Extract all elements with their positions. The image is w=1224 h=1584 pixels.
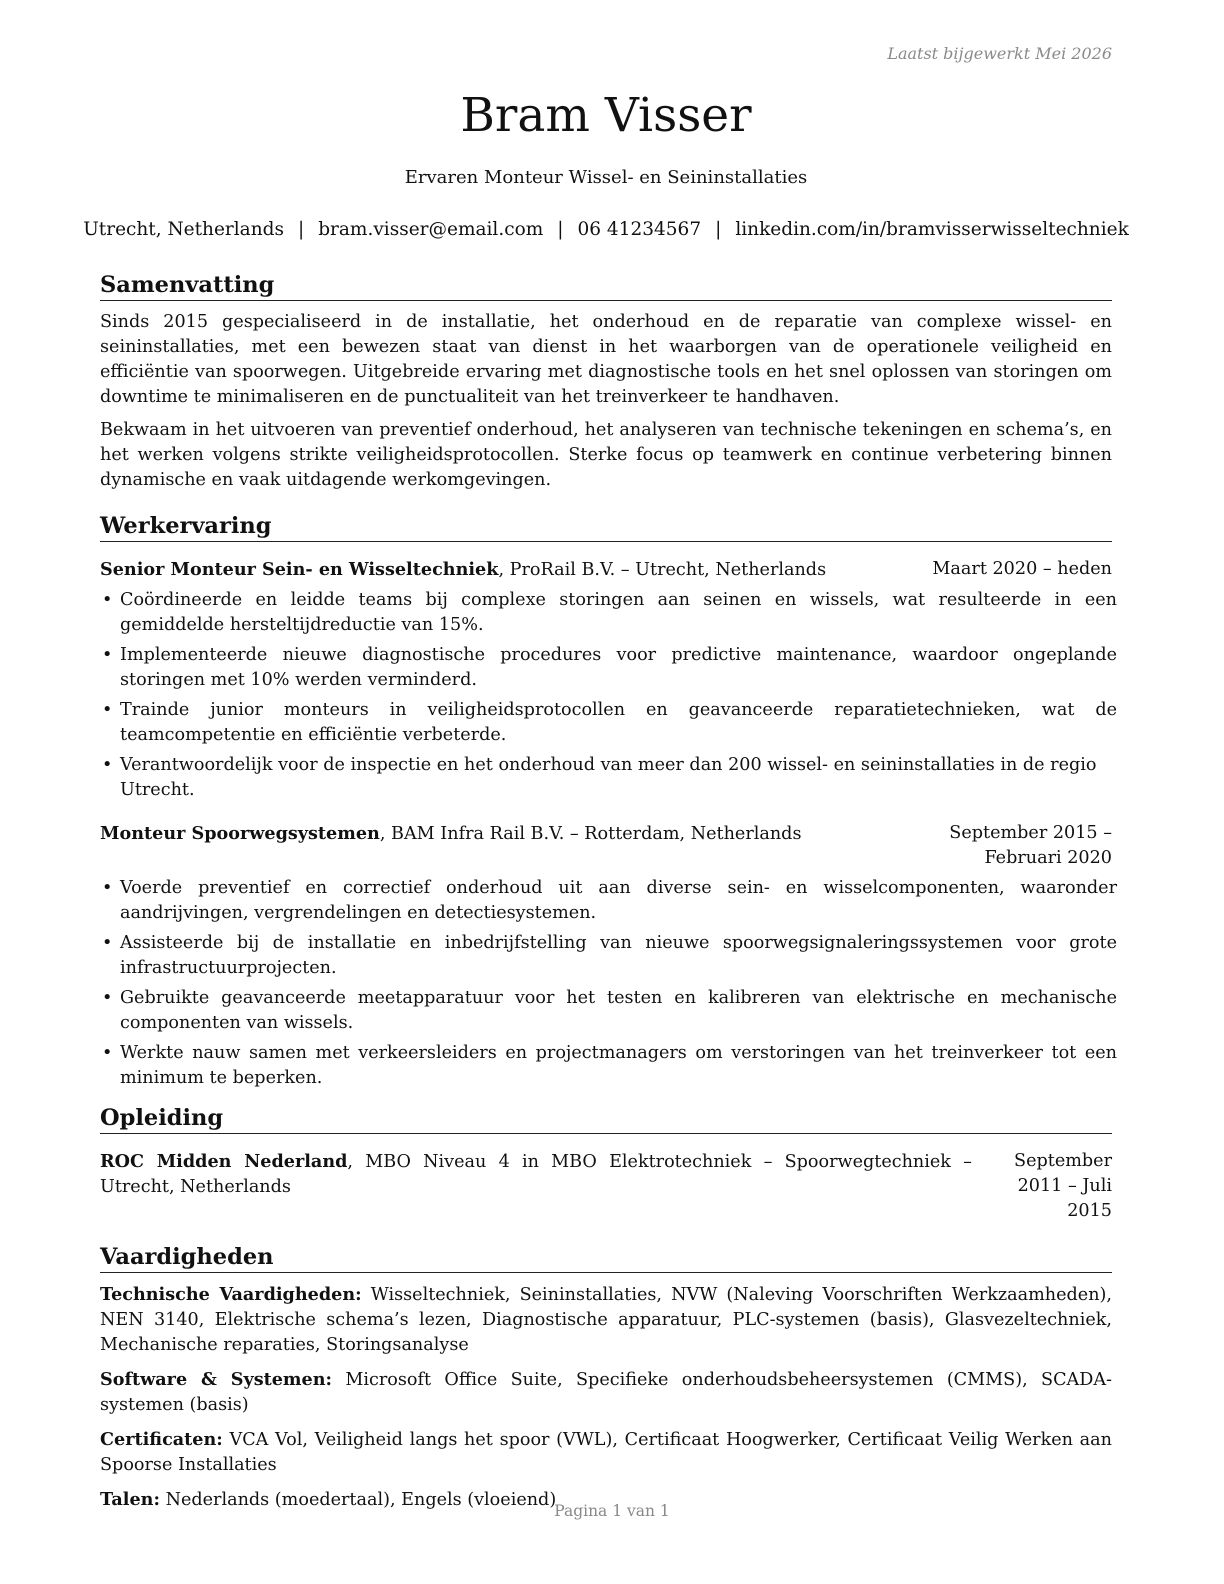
contact-separator: | bbox=[715, 219, 722, 240]
last-updated: Laatst bijgewerkt Mei 2026 bbox=[887, 44, 1112, 63]
job-company: , ProRail B.V. – Utrecht, Netherlands bbox=[498, 560, 827, 580]
list-item: • Werkte nauw samen met verkeersleiders en projectmanagers om verstoringen van het treinverkeer tot een minimum te beperken. bbox=[100, 1041, 1117, 1091]
list-item: • Implementeerde nieuwe diagnostische procedures voor predictive maintenance, waardoor ongeplande storingen met 10% werden verminderd. bbox=[100, 643, 1117, 693]
skill-value: VCA Vol, Veiligheid langs het spoor (VWL), Certificaat Hoogwerker, Certificaat Veilig Werken aan Spoorse Installaties bbox=[100, 1430, 1112, 1475]
section-heading: Werkervaring bbox=[100, 511, 1112, 542]
contact-separator: | bbox=[557, 219, 564, 240]
skills-section bbox=[100, 1242, 1112, 1513]
job-entry bbox=[100, 557, 1117, 803]
contact-line bbox=[70, 219, 1142, 240]
experience-section bbox=[100, 511, 1117, 1091]
job-header bbox=[100, 821, 1112, 871]
skill-group bbox=[100, 1427, 1112, 1478]
education-school: ROC Midden Nederland bbox=[100, 1151, 348, 1172]
section-heading: Opleiding bbox=[100, 1103, 1112, 1134]
job-bullets bbox=[100, 876, 1117, 1091]
list-item: • Coördineerde en leidde teams bij complexe storingen aan seinen en wissels, wat resulteerde in een gemiddelde hersteltijdreductie van 15%. bbox=[100, 588, 1117, 638]
contact-separator: | bbox=[297, 219, 305, 240]
job-entry bbox=[100, 821, 1117, 1091]
skill-label: Talen: bbox=[100, 1489, 160, 1510]
skill-value: Microsoft Office Suite, Specifieke onderhoudsbeheersystemen (CMMS), SCADA-systemen (basis) bbox=[100, 1370, 1112, 1415]
skill-group bbox=[100, 1282, 1112, 1358]
job-role: Monteur Spoorwegsystemen bbox=[100, 823, 380, 844]
skill-label: Technische Vaardigheden: bbox=[100, 1284, 362, 1305]
candidate-tagline: Ervaren Monteur Wissel- en Seininstallaties bbox=[404, 167, 808, 188]
list-item: • Voerde preventief en correctief onderhoud uit aan diverse sein- en wisselcomponenten, waaronder aandrijvingen, vergrendelingen en detectiesystemen. bbox=[100, 876, 1117, 926]
contact-phone: 06 41234567 bbox=[577, 219, 702, 240]
job-dates: Maart 2020 – heden bbox=[932, 559, 1112, 579]
job-role: Senior Monteur Sein- en Wisseltechniek bbox=[100, 559, 499, 580]
skill-value: Wisseltechniek, Seininstallaties, NVW (Naleving Voorschriften Werkzaamheden), NEN 3140, Elektrische schema’s lezen, Diagnostische apparatuur, PLC-systemen (basis), Glasvezeltechniek, Mechanische reparaties, Storingsanalyse bbox=[100, 1285, 1112, 1355]
list-item: • Gebruikte geavanceerde meetapparatuur voor het testen en kalibreren van elektrische en mechanische componenten van wissels. bbox=[100, 986, 1117, 1036]
candidate-name: Bram Visser bbox=[460, 88, 752, 143]
page-footer: Pagina 1 van 1 bbox=[554, 1502, 670, 1520]
education-dates: September 2011 – Juli 2015 bbox=[1014, 1151, 1112, 1221]
summary-paragraph: Bekwaam in het uitvoeren van preventief onderhoud, het analyseren van technische tekeningen en schema’s, en het werken volgens strikte veiligheidsprotocollen. Sterke focus op teamwerk en continue verbetering binnen dynamische en vaak uitdagende werkomgevingen. bbox=[100, 420, 1112, 490]
list-item: • Assisteerde bij de installatie en inbedrijfstelling van nieuwe spoorwegsignaleringssystemen voor grote infrastructuurprojecten. bbox=[100, 931, 1117, 981]
resume-content bbox=[100, 270, 1117, 1525]
summary-section bbox=[100, 270, 1112, 493]
skill-label: Software & Systemen: bbox=[100, 1369, 333, 1390]
job-header bbox=[100, 557, 1112, 583]
section-heading: Samenvatting bbox=[100, 270, 1112, 301]
skill-value: Nederlands (moedertaal), Engels (vloeiend) bbox=[159, 1490, 557, 1510]
job-dates: September 2015 – Februari 2020 bbox=[949, 823, 1112, 868]
education-entry bbox=[100, 1149, 1112, 1224]
education-section bbox=[100, 1103, 1112, 1224]
list-item: • Verantwoordelijk voor de inspectie en het onderhoud van meer dan 200 wissel- en seininstallaties in de regio Utrecht. bbox=[100, 753, 1117, 803]
education-details: , MBO Niveau 4 in MBO Elektrotechniek – Spoorwegtechniek – Utrecht, Netherlands bbox=[100, 1152, 972, 1197]
contact-email[interactable]: bram.visser@email.com bbox=[318, 219, 544, 240]
list-item: • Trainde junior monteurs in veiligheidsprotocollen en geavanceerde reparatietechnieken, wat de teamcompetentie en efficiëntie verbeterde. bbox=[100, 698, 1117, 748]
summary-paragraph: Sinds 2015 gespecialiseerd in de installatie, het onderhoud en de reparatie van complexe wissel- en seininstallaties, met een bewezen staat van dienst in het waarborgen van de operationele veiligheid en efficiëntie van spoorwegen. Uitgebreide ervaring met diagnostische tools en het snel oplossen van storingen om downtime te minimaliseren en de punctualiteit van het treinverkeer te handhaven. bbox=[100, 312, 1112, 407]
job-company: , BAM Infra Rail B.V. – Rotterdam, Netherlands bbox=[379, 824, 802, 844]
skill-label: Certificaten: bbox=[100, 1429, 223, 1450]
job-bullets bbox=[100, 588, 1117, 803]
section-heading: Vaardigheden bbox=[100, 1242, 1112, 1273]
skill-group bbox=[100, 1367, 1112, 1418]
contact-linkedin[interactable]: linkedin.com/in/bramvisserwisseltechniek bbox=[735, 219, 1129, 240]
contact-location: Utrecht, Netherlands bbox=[83, 219, 284, 240]
